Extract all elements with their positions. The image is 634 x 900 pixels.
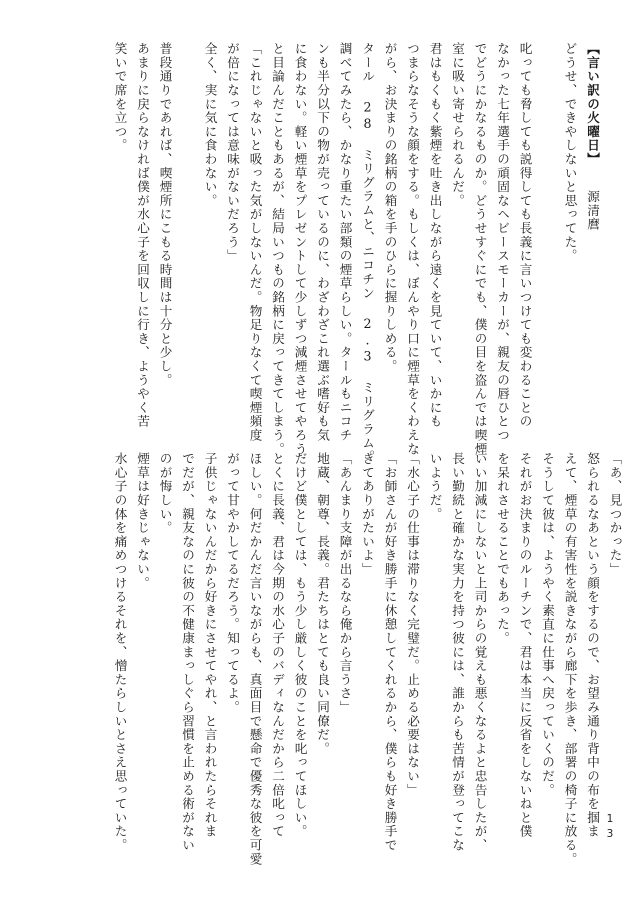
text-line: 地蔵、朝尊、長義。君たちはとても良い同僚だ。	[315, 452, 330, 756]
text-line: 笑いで席を立つ。	[112, 42, 128, 153]
text-line: えて、煙草の有害性を説きながら廊下を歩き、部署の椅子に放る。	[562, 452, 578, 866]
text-line: つまらなそうな顔をする。もしくは、ぼんやり口に煙草をくわえな	[405, 42, 420, 456]
text-line: どうせ、できやしないと思ってた。	[562, 42, 578, 263]
upper-vertical-text	[108, 42, 603, 464]
text-line: 叱っても脅しても説得しても長義に言いつけても変わることの	[517, 42, 533, 429]
text-line: がって甘やかしてるだろう。知ってるよ。	[225, 452, 240, 715]
text-line: 長い勤続と確かな実力を持つ彼には、誰からも苦情が登ってこな	[450, 452, 465, 853]
text-line	[536, 42, 559, 442]
text-line: なかった七年選手の頑固なヘビースモーカーが、親友の唇ひとつ	[495, 42, 510, 443]
text-line: 普段通りであれば、喫煙所にこもる時間は十分と少し。	[157, 42, 173, 387]
story-title: 【言い訳の火曜日】	[585, 42, 600, 167]
text-line: だけど僕としては、もう少し厳しく彼のことを叱ってほしい。	[292, 452, 308, 839]
text-line: が倍になっては意味がないだろう」	[225, 42, 240, 263]
text-line: きてありがたいよ」	[360, 452, 375, 577]
text-line: いようだ。	[427, 452, 443, 521]
text-line: 子供じゃないんだから好きにさせてやれ、と言われたらそれま	[202, 452, 218, 839]
text-line: 室に吸い寄せられるんだ。	[450, 42, 465, 208]
text-line: でだが、親友なのに彼の不健康まっしぐら習慣を止める術がない	[180, 452, 195, 853]
title-line	[581, 42, 604, 442]
text-line: に食わない。軽い煙草をプレゼントして少しずつ減煙させてやろう	[292, 42, 308, 456]
text-line	[176, 42, 199, 442]
text-line: それがお決まりのルーチンで、君は本当に反省をしないねと僕	[517, 452, 533, 839]
page-number-digit: 3	[606, 828, 614, 840]
text-line: 怒られるなあという顔をするので、お望み通り背中の布を掴ま	[585, 452, 600, 839]
text-line: を呆れさせることでもあった。	[495, 452, 510, 646]
text-line: でどうにかなるものか。どうせすぐにでも、僕の目を盗んでは喫煙	[472, 42, 488, 456]
text-line: 調べてみたら、かなり重たい部類の煙草らしい。タールもニコチ	[337, 42, 353, 443]
text-line: 煙草は好きじゃない。	[135, 452, 150, 590]
text-line: そうして彼は、ようやく素直に仕事へ戻っていくのだ。	[540, 452, 555, 797]
text-line: 水心子の体を痛めつけるそれを、憎たらしいとさえ思っていた。	[112, 452, 128, 853]
text-line: 「あんまり支障が出るなら俺から言うさ」	[337, 452, 353, 715]
text-line: とくに長義、君は今期の水心子のバディなんだから二倍叱って	[270, 452, 285, 839]
text-line: 君はもくもく紫煙を吐き出しながら遠くを見ていて、いかにも	[427, 42, 443, 429]
text-line: 「水心子の仕事は滞りなく完璧だ。止める必要はない」	[405, 452, 420, 797]
text-line: あまりに戻らなければ僕が水心子を回収しに行き、ようやく苦	[135, 42, 150, 429]
text-line: 「お師さんが好き勝手に休憩してくれるから、僕らも好き勝手で	[382, 452, 398, 853]
text-line: 「あ、見つかった」	[607, 452, 623, 577]
text-line: いい加減にしないと上司からの覚えも悪くなるよと忠告したが、	[472, 452, 488, 853]
text-line: のが悔しい。	[157, 452, 173, 535]
text-line: 「これじゃないと吸った気がしないんだ。物足りなくて喫煙頻度	[247, 42, 263, 443]
text-line: 全く、実に気に食わない。	[202, 42, 218, 208]
text-line: がら、お決まりの銘柄の箱を手のひらに握りしめる。	[382, 42, 398, 374]
upper-text-block	[108, 42, 600, 464]
text-line: と目論んだこともあるが、結局いつもの銘柄に戻ってきてしまう。	[270, 42, 285, 456]
text-line: ほしい。何だかんだ言いながらも、真面目で懸命で優秀な彼を可愛	[247, 452, 263, 866]
lower-text-block	[108, 452, 623, 866]
text-line: ンも半分以下の物が売っているのに、わざわざこれ選ぶ嗜好も気	[315, 42, 330, 443]
author-name: 源清麿	[585, 190, 600, 232]
page-number	[604, 812, 616, 842]
lower-vertical-text	[108, 452, 626, 866]
text-line: タール 28 ミリグラムと、ニコチン 2.3 ミリグラム。	[360, 42, 375, 464]
page-number-digit: 1	[606, 813, 614, 825]
